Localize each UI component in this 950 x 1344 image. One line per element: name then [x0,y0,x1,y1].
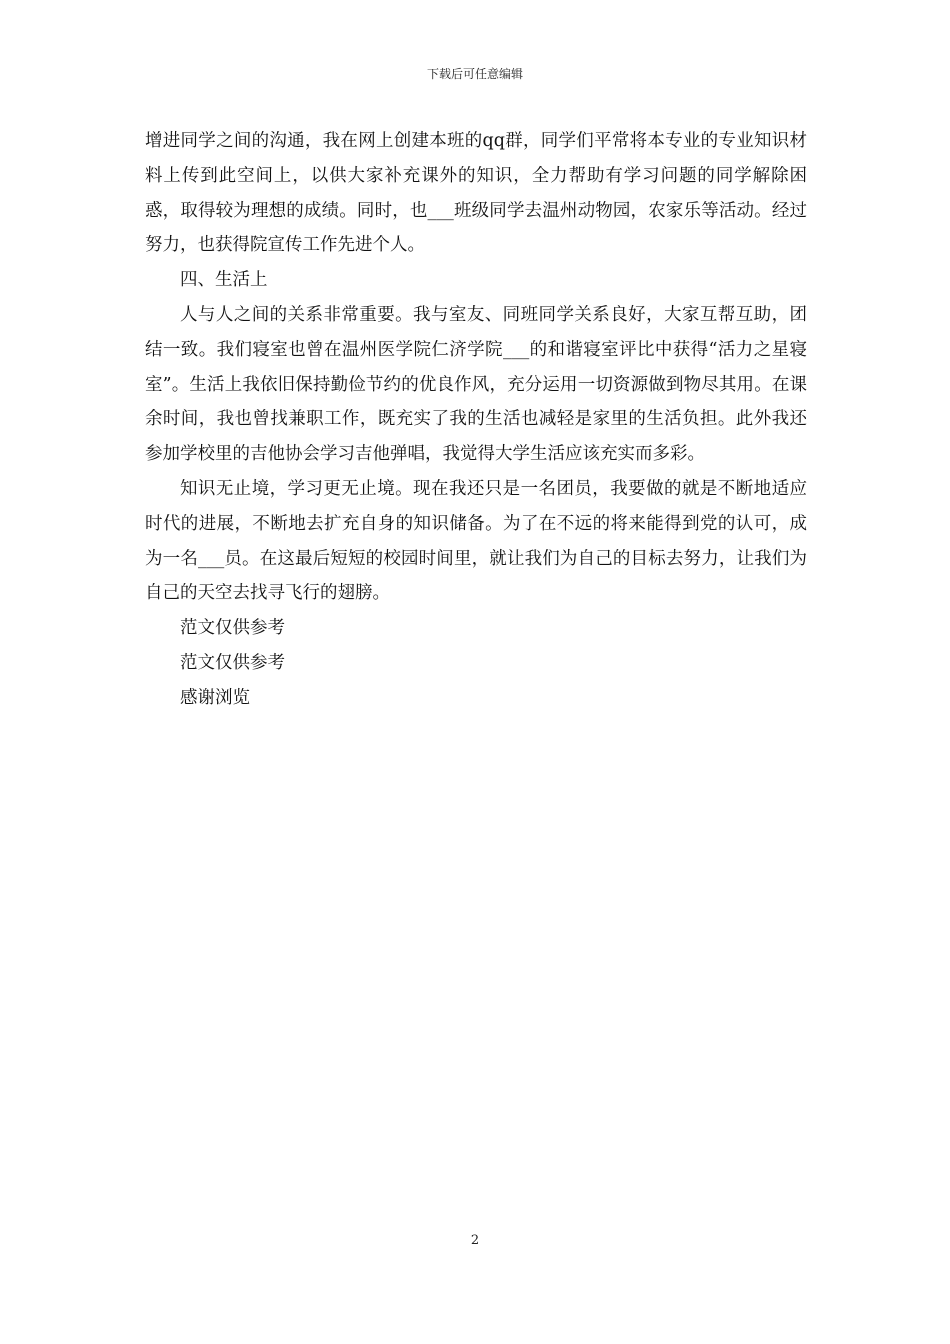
paragraph-communication: 增进同学之间的沟通，我在网上创建本班的qq群，同学们平常将本专业的专业知识材料上传到此空间上，以供大家补充课外的知识，全力帮助有学习问题的同学解除困惑，取得较为理想的成绩。同时，也___班级同学去温州动物园，农家乐等活动。经过努力，也获得院宣传工作先进个人。 [145,131,807,256]
section-heading-life: 四、生活上 [180,270,268,291]
page-number: 2 [470,1233,480,1248]
closing-line-reference: 范文仅供参考 [180,618,285,639]
paragraph-relationships: 人与人之间的关系非常重要。我与室友、同班同学关系良好，大家互帮互助，团结一致。我们寝室也曾在温州医学院仁济学院___的和谐寝室评比中获得“活力之星寝室”。生活上我依旧保持勤俭节约的优良作风，充分运用一切资源做到物尽其用。在课余时间，我也曾找兼职工作，既充实了我的生活也减轻是家里的生活负担。此外我还参加学校里的吉他协会学习吉他弹唱，我觉得大学生活应该充实而多彩。 [145,304,807,465]
closing-line-reference-2: 范文仅供参考 [180,652,285,673]
page-header: 下载后可任意编辑 [426,67,523,81]
paragraph-knowledge: 知识无止境，学习更无止境。现在我还只是一名团员，我要做的就是不断地适应时代的进展，不断地去扩充自身的知识储备。为了在不远的将来能得到党的认可，成为一名___员。在这最后短短的校园时间里，就让我们为自己的目标去努力，让我们为自己的天空去找寻飞行的翅膀。 [145,478,807,604]
document-body [145,124,807,716]
closing-line-thanks: 感谢浏览 [180,687,250,708]
